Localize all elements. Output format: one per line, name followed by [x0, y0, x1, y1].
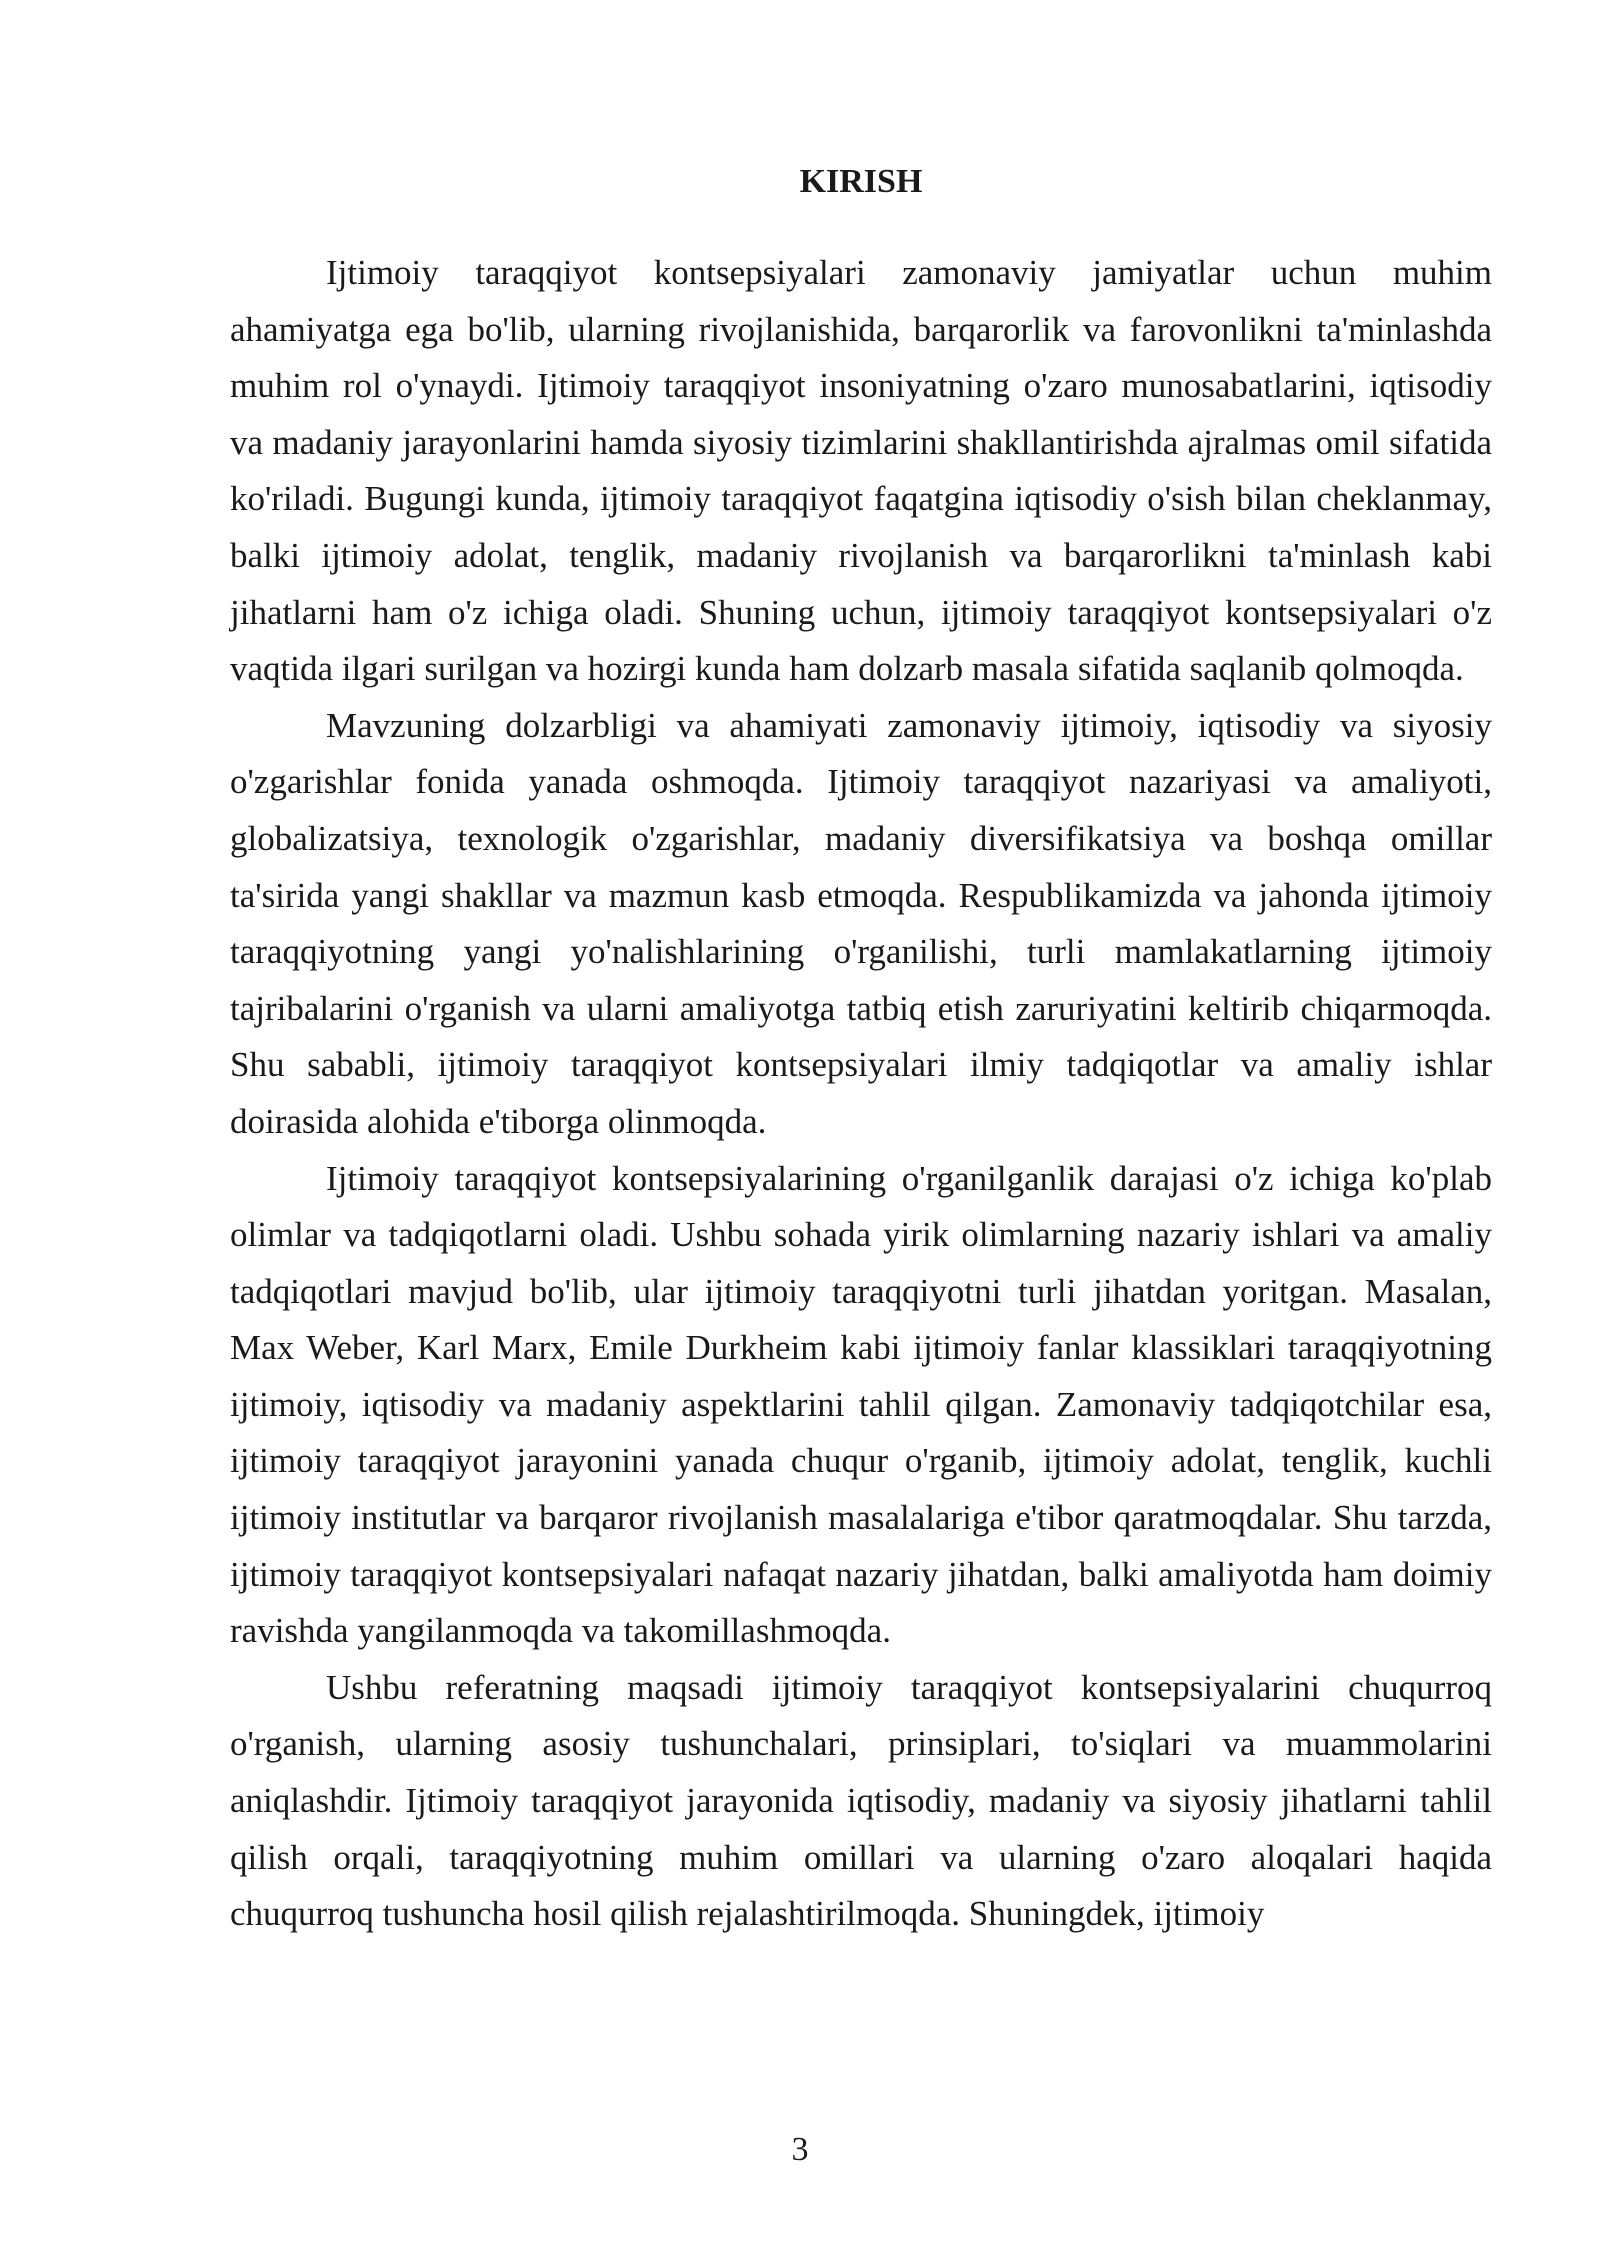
paragraph-3: Ijtimoiy taraqqiyot kontsepsiyalarining o'rganilganlik darajasi o'z ichiga ko'plab olimlar va tadqiqotlarni oladi. Ushbu sohada yirik olimlarning nazariy ishlari va amaliy tadqiqotlari mavjud bo'lib, ular ijtimoiy taraqqiyotni turli jihatdan yoritgan. Masalan, Max Weber, Karl Marx, Emile Durkheim kabi ijtimoiy fanlar klassiklari taraqqiyotning ijtimoiy, iqtisodiy va madaniy aspektlarini tahlil qilgan. Zamonaviy tadqiqotchilar esa, ijtimoiy taraqqiyot jarayonini yanada chuqur o'rganib, ijtimoiy adolat, tenglik, kuchli ijtimoiy institutlar va barqaror rivojlanish masalalariga e'tibor qaratmoqdalar. Shu tarzda, ijtimoiy taraqqiyot kontsepsiyalari nafaqat nazariy jihatdan, balki amaliyotda ham doimiy ravishda yangilanmoqda va takomillashmoqda.	[230, 1158, 1492, 1651]
page-title: KIRISH	[799, 163, 923, 200]
paragraph-4: Ushbu referatning maqsadi ijtimoiy taraqqiyot kontsepsiyalarini chuqurroq o'rganish, ularning asosiy tushunchalari, prinsiplari, to'siqlari va muammolarini aniqlashdir. Ijtimoiy taraqqiyot jarayonida iqtisodiy, madaniy va siyosiy jihatlarni tahlil qilish orqali, taraqqiyotning muhim omillari va ularning o'zaro aloqalari haqida chuqurroq tushuncha hosil qilish rejalashtirilmoqda. Shuningdek, ijtimoiy	[230, 1667, 1492, 1934]
paragraph-1: Ijtimoiy taraqqiyot kontsepsiyalari zamonaviy jamiyatlar uchun muhim ahamiyatga ega bo'lib, ularning rivojlanishida, barqarorlik va farovonlikni ta'minlashda muhim rol o'ynaydi. Ijtimoiy taraqqiyot insoniyatning o'zaro munosabatlarini, iqtisodiy va madaniy jarayonlarini hamda siyosiy tizimlarini shakllantirishda ajralmas omil sifatida ko'riladi. Bugungi kunda, ijtimoiy taraqqiyot faqatgina iqtisodiy o'sish bilan cheklanmay, balki ijtimoiy adolat, tenglik, madaniy rivojlanish va barqarorlikni ta'minlash kabi jihatlarni ham o'z ichiga oladi. Shuning uchun, ijtimoiy taraqqiyot kontsepsiyalari o'z vaqtida ilgari surilgan va hozirgi kunda ham dolzarb masala sifatida saqlanib qolmoqda.	[230, 253, 1492, 689]
paragraph-2: Mavzuning dolzarbligi va ahamiyati zamonaviy ijtimoiy, iqtisodiy va siyosiy o'zgarishlar fonida yanada oshmoqda. Ijtimoiy taraqqiyot nazariyasi va amaliyoti, globalizatsiya, texnologik o'zgarishlar, madaniy diversifikatsiya va boshqa omillar ta'sirida yangi shakllar va mazmun kasb etmoqda. Respublikamizda va jahonda ijtimoiy taraqqiyotning yangi yo'nalishlarining o'rganilishi, turli mamlakatlarning ijtimoiy tajribalarini o'rganish va ularni amaliyotga tatbiq etish zaruriyatini keltirib chiqarmoqda. Shu sababli, ijtimoiy taraqqiyot kontsepsiyalari ilmiy tadqiqotlar va amaliy ishlar doirasida alohida e'tiborga olinmoqda.	[230, 705, 1492, 1141]
body-text	[230, 245, 1492, 1943]
page-number: 3	[791, 2131, 809, 2168]
